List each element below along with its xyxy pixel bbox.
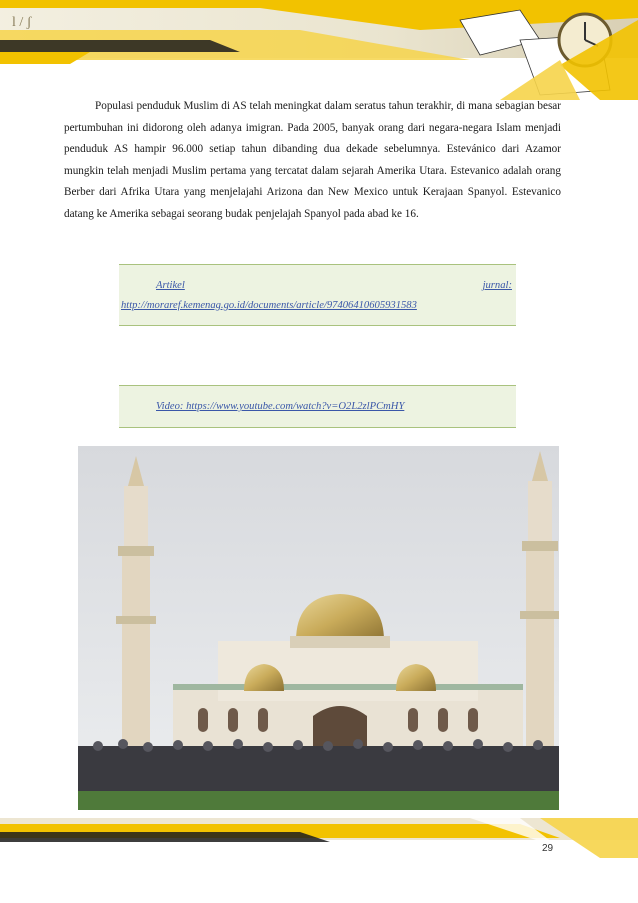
header-ornament-graphic (0, 0, 638, 100)
article-url-row (121, 295, 417, 316)
article-suffix-link[interactable]: jurnal: (482, 280, 512, 291)
body-paragraph-container (64, 96, 561, 226)
body-paragraph: Populasi penduduk Muslim di AS telah meningkat dalam seratus tahun terakhir, di mana sebagian besar pertumbuhan ini didorong oleh adanya imigran. Pada 2005, banyak orang dari negara-negara Islam menjadi penduduk AS hampir 96.000 setiap tahun dibanding dua dekade sebelumnya. Estevánico dari Azamor mungkin telah menjadi Muslim pertama yang tercatat dalam sejarah Amerika Utara. Estevanico adalah orang Berber dari Afrika Utara yang menjelajahi Arizona dan New Mexico untuk Kerajaan Spanyol. Estevanico datang ke Amerika sebagai seorang budak penjelajah Spanyol pada abad ke 16. (64, 100, 561, 220)
article-link-box (119, 264, 516, 326)
video-link-box (119, 385, 516, 428)
article-url-link[interactable]: http://moraref.kemenag.go.id/documents/article/97406410605931583 (121, 300, 417, 311)
article-link-row (156, 275, 512, 296)
article-label-link[interactable]: Artikel (156, 280, 185, 291)
mosque-photo (78, 446, 559, 810)
page-number: 29 (542, 843, 554, 854)
svg-text:l / ʃ: l / ʃ (12, 15, 32, 30)
video-link-row (156, 396, 404, 417)
header-decoration (0, 0, 638, 100)
video-link[interactable]: Video: https://www.youtube.com/watch?v=O2L2zlPCmHY (156, 401, 405, 412)
mosque-illustration (78, 446, 559, 810)
